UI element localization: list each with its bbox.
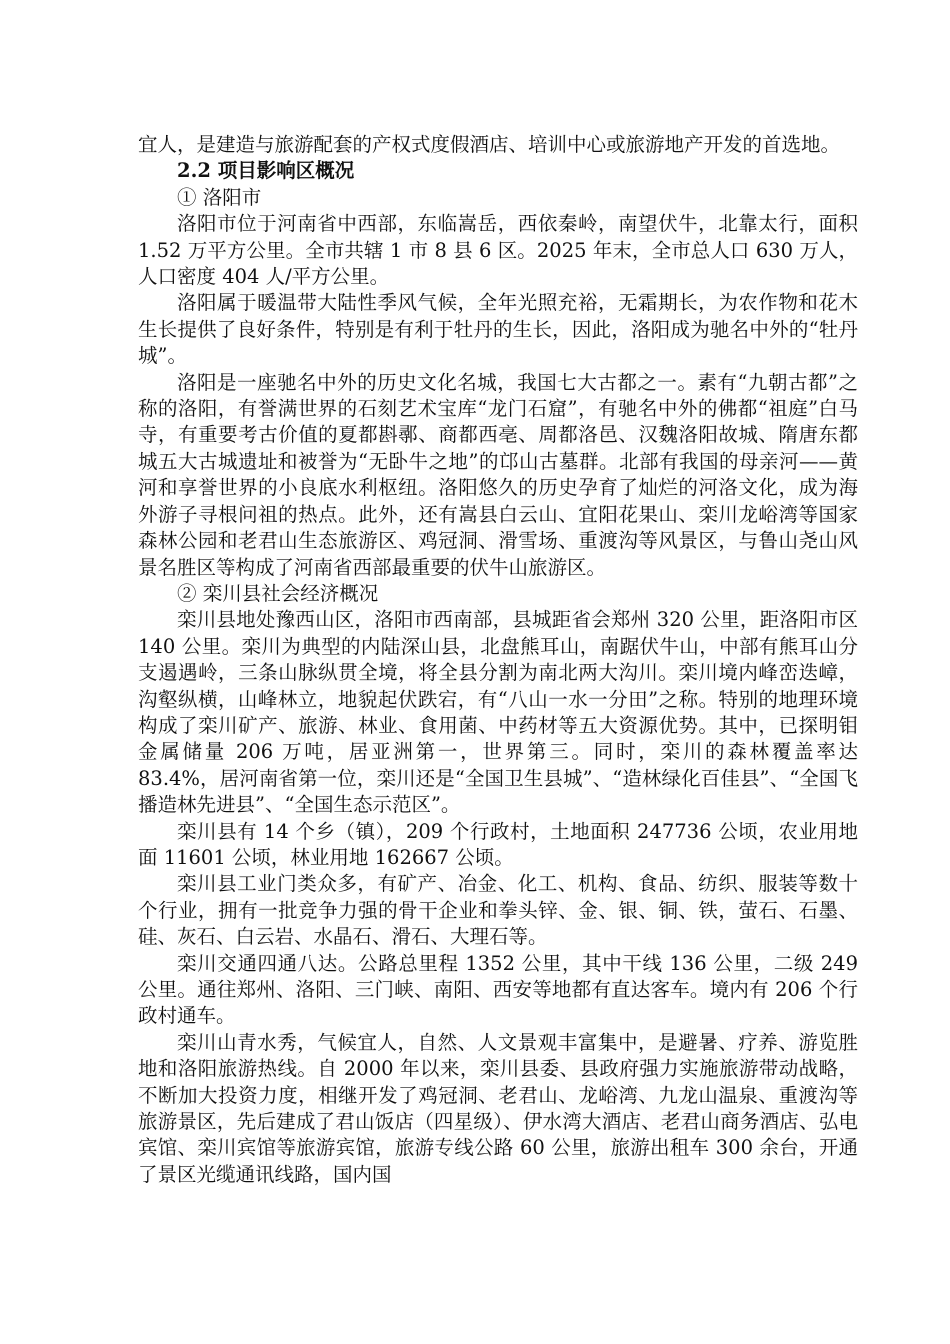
document-page <box>138 132 858 1188</box>
paragraph-luanchuan-admin: 栾川县有 14 个乡（镇），209 个行政村，土地面积 247736 公顷，农业用地面 11601 公顷，林业用地 162667 公顷。 <box>138 819 858 869</box>
paragraph-luanchuan-transport: 栾川交通四通八达。公路总里程 1352 公里，其中干线 136 公里，二级 249 公里。通往郑州、洛阳、三门峡、南阳、西安等地都有直达客车。境内有 206 个行政村通车。 <box>138 951 858 1028</box>
paragraph-intro-continuation: 宜人，是建造与旅游配套的产权式度假酒店、培训中心或旅游地产开发的首选地。 <box>138 133 841 156</box>
paragraph-luoyang-climate: 洛阳属于暖温带大陆性季风气候，全年光照充裕，无霜期长，为农作物和花木生长提供了良好条件，特别是有利于牡丹的生长，因此，洛阳成为驰名中外的“牡丹城”。 <box>138 291 858 368</box>
paragraph-luoyang-history: 洛阳是一座驰名中外的历史文化名城，我国七大古都之一。素有“九朝古都”之称的洛阳，有誉满世界的石刻艺术宝库“龙门石窟”，有驰名中外的佛都“祖庭”白马寺，有重要考古价值的夏都斟鄩、商都西亳、周都洛邑、汉魏洛阳故城、隋唐东都城五大古城遗址和被誉为“无卧牛之地”的邙山古墓群。北部有我国的母亲河——黄河和享誉世界的小良底水利枢纽。洛阳悠久的历史孕育了灿烂的河洛文化，成为海外游子寻根问祖的热点。此外，还有嵩县白云山、宜阳花果山、栾川龙峪湾等国家森林公园和老君山生态旅游区、鸡冠洞、滑雪场、重渡沟等风景区，与鲁山尧山风景名胜区等构成了河南省西部最重要的伏牛山旅游区。 <box>138 370 858 579</box>
subheading-luoyang: ① 洛阳市 <box>177 185 262 209</box>
paragraph-luoyang-location: 洛阳市位于河南省中西部，东临嵩岳，西依秦岭，南望伏牛，北靠太行，面积 1.52 万平方公里。全市共辖 1 市 8 县 6 区。2025 年末，全市总人口 630 万人，人口密度 404 人/平方公里。 <box>138 212 858 289</box>
paragraph-luanchuan-geography: 栾川县地处豫西山区，洛阳市西南部，县城距省会郑州 320 公里，距洛阳市区 140 公里。栾川为典型的内陆深山县，北盘熊耳山，南踞伏牛山，中部有熊耳山分支遏遇岭，三条山脉纵贯全境，将全县分割为南北两大沟川。栾川境内峰峦迭嶂，沟壑纵横，山峰林立，地貌起伏跌宕，有“八山一水一分田”之称。特别的地理环境构成了栾川矿产、旅游、林业、食用菌、中药材等五大资源优势。其中，已探明钼金属储量 206 万吨，居亚洲第一，世界第三。同时，栾川的森林覆盖率达 83.4%，居河南省第一位，栾川还是“全国卫生县城”、“造林绿化百佳县”、“全国飞播造林先进县”、“全国生态示范区”。 <box>138 608 858 817</box>
subheading-luanchuan: ② 栾川县社会经济概况 <box>177 581 379 605</box>
paragraph-luanchuan-tourism: 栾川山青水秀，气候宜人，自然、人文景观丰富集中，是避暑、疗养、游览胜地和洛阳旅游热线。自 2000 年以来，栾川县委、县政府强力实施旅游带动战略，不断加大投资力度，相继开发了鸡冠洞、老君山、龙峪湾、九龙山温泉、重渡沟等旅游景区，先后建成了君山饭店（四星级）、伊水湾大酒店、老君山商务酒店、弘电宾馆、栾川宾馆等旅游宾馆，旅游专线公路 60 公里，旅游出租车 300 余台，开通了景区光缆通讯线路，国内国 <box>138 1030 858 1186</box>
paragraph-luanchuan-industry: 栾川县工业门类众多，有矿产、冶金、化工、机构、食品、纺织、服装等数十个行业，拥有一批竞争力强的骨干企业和拳头锌、金、银、铜、铁，萤石、石墨、硅、灰石、白云岩、水晶石、滑石、大理石等。 <box>138 872 858 949</box>
section-heading-2-2: 2.2 项目影响区概况 <box>177 159 355 183</box>
